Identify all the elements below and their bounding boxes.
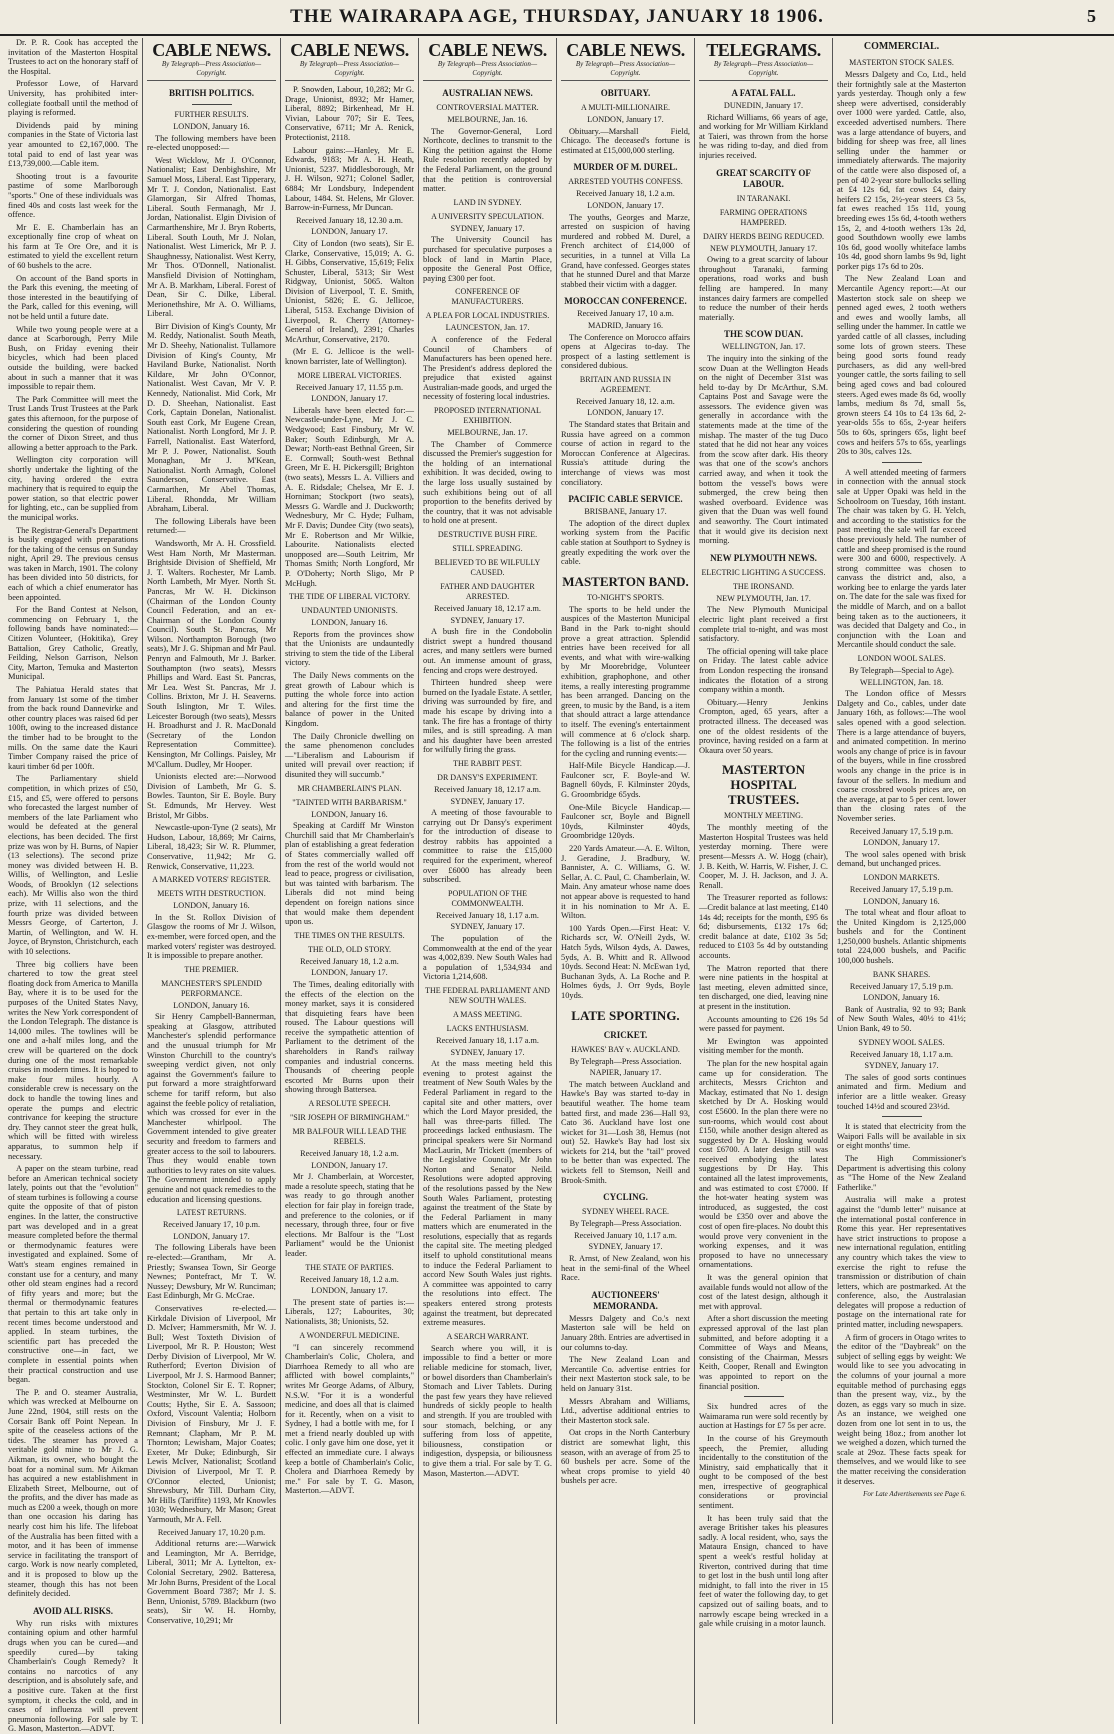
column-heading: COMMERCIAL. [863, 41, 940, 52]
byline: By Telegraph—Press Association—Copyright. [423, 60, 552, 81]
article-paragraph: The sports to be held under the auspices of the Masterton Municipal Band in the Park to-night should prove a great attraction. Splendid entries have been received for all events, and what with wire-walking by Mr Moorebridge, Volunteer exhibition, graphophone, and other items, a really interesting programme has been arranged. Dancing on the green, to music by the Band, is a item that should attract a large attendance to itself. The evening's entertainment will commence at 6 o'clock sharp. The following is a list of the entries for the cycling and running events:— [561, 604, 690, 758]
dateline: SYDNEY, January 17. [450, 796, 525, 806]
sub-heading: DESTRUCTIVE BUSH FIRE. [437, 530, 538, 539]
article-paragraph: It was the general opinion that available funds would not allow of the cost of the latest design, although it met with approval. [699, 1273, 828, 1311]
article-paragraph: A firm of grocers in Otago writes to the editor of the "Daybreak" on the subject of selling eggs by weight: We would like to see you advocating in the columns of your journal a more equitable method of purchasing eggs than the present way, viz., by the dozen, as eggs vary so much in size. As an instance, we weighed one dozen from one lot sent in to us, the weight being 18oz.; from another lot we weighed a dozen, which turned the scale at 29oz. These facts speak for themselves, and we would like to see the matter receiving the consideration it deserves. [837, 1332, 966, 1486]
article-paragraph: It has been truly said that the average Britisher takes his pleasures sadly. A local resident, who, says the Mataura Ensign, chanced to have spent a week's restful holiday at Riverton, contrived during that time to get lost in the bush until long after midnight, to fall into the river in 15 feet of water the following day, to get capsized out of sailing boats, and to narrowly escape being wrecked in a gale while cruising in a motor launch. [699, 1513, 828, 1629]
article-paragraph: Labour gains:—Hanley, Mr E. Edwards, 9183; Mr A. H. Heath, Unionist, 5237. Middlesborough, Mr J. H. Wilson, 9271; Colonel Sadler, 6884; Mr Londsbury, Independent Labour, 1484. St. Helens, Mr Glover. Barrow-in-Furness, Mr Duncan. [285, 145, 414, 213]
column-2-cable-news [142, 38, 280, 1724]
section-heading: MURDER OF M. DUREL. [573, 162, 678, 173]
article-paragraph: R. Arnst, of New Zealand, won his heat in the semi-final of the Wheel Race. [561, 1254, 690, 1283]
section-heading: AUSTRALIAN NEWS. [442, 88, 533, 98]
article-paragraph: Sir Henry Campbell-Bannerman, speaking at Glasgow, attributed Manchester's splendid performance and the unusual triumph for Mr Winston Churchill to the country's sweeping verdict given, not only against the Government's failure to put forward a more straightforward scheme for tariff reform, but also against the feeble policy of retaliation, which was crossed for ever in the Manchester whirlpool. The Government intended to give greater security and freedom to farmers and greater access to the soil to labourers. Thus they would enable town authorities to levy rates on site values. The Government intended to apply genuine and not quack remedies to the education and licensing questions. [147, 1012, 276, 1204]
column-heading: TELEGRAMS. [706, 40, 821, 60]
sub-heading: BANK SHARES. [872, 969, 931, 979]
ad-heading: A SEARCH WARRANT. [446, 1331, 529, 1341]
article-paragraph: In the St. Rollox Division of Glasgow the rooms of Mr J. Wilson, ex-member, were forced open, and the marked voters' register was destroyed. It is impossible to prepare another. [147, 912, 276, 961]
sub-heading: SYDNEY WOOL SALES. [858, 1037, 945, 1047]
article-paragraph: The inquiry into the sinking of the scow Duan at the Wellington Heads on the night of December 31st was held to-day by Dr McArthur, S.M. Captains Post and Savage were the assessors. The evidence given was generally in accordance with the statements made at the time of the mishap. The master of the tug Duco stated that he did not hear any voices from the scow after dark. His theory was that one of the scow's anchors carried away, and when it took the bottom the vessel's bows were submerged, the crew being then washed overboard. Evidence was given that the Duan was well found and seaworthy. The Court intimated that it would give its decision next morning. [699, 353, 828, 546]
rule [744, 1396, 784, 1397]
article-paragraph: Six hundred acres of the Waimarama run were sold recently by auction at Hastings for £7 5s per acre. [699, 1402, 828, 1431]
sub-heading: MORE LIBERAL VICTORIES. [297, 370, 402, 380]
sub-heading: THE STATE OF PARTIES. [305, 1262, 394, 1272]
dateline: By Telegraph—Press Association. [569, 1056, 682, 1066]
dateline: LONDON, January 17. [863, 838, 940, 848]
local-paragraph: Three big colliers have been chartered to tow the great steel floating dock from America to Manilla Bay, where it is to be used for the purposes of the United States Navy, writes the New York correspondent of the London Telegraph. The distance is 14,000 miles. The towlines will be one and a-half miles long, and the crew will be quartered on the dock during one of the most remarkable cruises in modern times. It is hoped to make four miles hourly. A considerable crew is necessary on the dock to handle the towing lines and operate the pumps and electric contrivance for keeping the structure dry. They cannot steer the great hulk, which will be fitted with wireless apparatus, to summon help if necessary. [8, 959, 139, 1161]
section-heading: NEW PLYMOUTH NEWS. [710, 552, 817, 563]
sub-heading: CONFERENCE OF MANUFACTURERS. [451, 287, 524, 307]
article-paragraph: The Conference on Morocco affairs opens at Algeciras to-day. The prospect of a lasting settlement is considered dubious. [561, 332, 690, 371]
sub-heading: THE OLD, OLD STORY. [307, 944, 392, 954]
article-paragraph: The Treasurer reported as follows:—Credit balance at last meeting, £140 14s 4d; receipts for the month, £95 6s 6d; disbursements, £132 17s 6d; credit balance at date, £102 3s 5d; reduced to £103 5s 4d by outstanding accounts. [699, 893, 828, 960]
column-4-cable-news [418, 38, 556, 1724]
local-paragraph: The Parliamentary shield competition, in which prizes of £50, £15, and £5, were offered to persons who forecasted the largest number of members of the late Parliament who would be defeated at the general elections, has been decided. The first prize was won by H. Burns, of Napier (13 selections). The second prize money was divided between H. B. Willis, of Wellington, and Leslie Woods, of Brooklyn (12 selections each). Mr Willis also won the third prize, with 11 selections, and the fourth prize was divided between Messrs George, of Carterton, J. Martin, of Wellington, and W. H. Joyce, of Brynston, Christchurch, each with 10 selections. [8, 774, 139, 957]
local-paragraph: Dividends paid by mining companies in the State of Victoria last year amounted to £2,167,000. The total paid to end of last year was £13,739,000.—Cable item. [8, 120, 138, 169]
dateline: LONDON, January 16. [863, 896, 940, 906]
article-paragraph: City of London (two seats), Sir E. Clarke, Conservative, 15,019; A. G. H. Gibbs, Conservative, 15,619; Felix Schuster, Liberal, 5313; Sir West Ridgway, Unionist, 5065. Walton Division of Liverpool, T. E. Smith, Unionist, 5826; E. G. Jellicoe, Liberal, 5153. Exchange Division of Liverpool, R. Cherry (Attorney-General of Ireland), 2391; Charles McArthur, Conservative, 2170. [285, 238, 414, 344]
sub-heading: LAND IN SYDNEY. [453, 197, 522, 207]
sub-heading: LATEST RETURNS. [176, 1208, 247, 1218]
section-heading: A FATAL FALL. [731, 88, 796, 98]
column-5-cable-news [556, 38, 694, 1724]
sub-heading: "SIR JOSEPH OF BIRMINGHAM." [290, 1113, 409, 1123]
dateline: LONDON, January 16. [173, 901, 250, 911]
sub-heading: A PLEA FOR LOCAL INDUSTRIES. [425, 311, 550, 321]
column-6-telegrams [694, 38, 832, 1724]
dateline: Received January 17, 10.20 p.m. [157, 1527, 266, 1537]
article-paragraph: Newcastle-upon-Tyne (2 seats), Mr Hudson, Labour, 18,869; Mr Cairns, Liberal, 18,423; Sir W. R. Plummer, Conservative, 11,942; Mr G. Renwick, Conservative, 11,223. [147, 823, 276, 871]
sub-heading: THE PREMIER. [184, 964, 239, 974]
article-paragraph: Oat crops in the North Canterbury district are somewhat light, this season, with an average of from 25 to 60 bushels per acre. Some of the wheat crops promise to yield 40 bushels per acre. [561, 1428, 690, 1486]
sub-heading: THE IRONSAND. [733, 581, 794, 591]
dateline: By Telegraph—Press Association. [569, 1219, 682, 1229]
dateline: MELBOURNE, Jan. 17. [447, 428, 528, 438]
sub-heading: A RESOLUTE SPEECH. [308, 1099, 391, 1109]
dateline: DUNEDIN, January 17. [723, 101, 804, 110]
article-paragraph: Obituary.—Henry Jenkins Crompton, aged, 65 years, after a protracted illness. The deceased was one of the oldest residents of the province, having resided on a farm at Okaura over 50 years. [699, 697, 828, 755]
dateline: Received January 18, 1.2 a.m. [300, 1149, 399, 1159]
dateline: Received January 10, 1.17 a.m. [574, 1230, 677, 1240]
dateline: Received January 17, 5.19 p.m. [849, 981, 954, 991]
section-heading: MOROCCAN CONFERENCE. [564, 296, 687, 307]
dateline: Received January 17, 11.55 p.m. [295, 382, 404, 392]
article-paragraph: The following Liberals have been re-elected:—Grantham, Mr A. Priestly; Swansea Town, Sir George Newnes; Pontefract, Mr T. W. Nussey; Dewsbury, Mr W. Runciman; East Edinburgh, Mr G. McCrae. [147, 1243, 276, 1301]
ad-text: Why run risks with mixtures containing opium and other harmful drugs when you can be cured—and speedily cured—by taking Chamberlain's Cough Remedy? It contains no narcotics of any description, and is absolutely safe, and a positive cure. Taken at the first symptom, it checks the cold, and in cases of influenza will prevent pneumonia following. For sale by T. G. Mason, Masterton.—ADVT. [8, 1618, 138, 1734]
article-paragraph: The population of the Commonwealth at the end of the year was 4,002,839. New South Wales had a population of 1,534,934 and Victoria 1,214,608. [423, 934, 552, 982]
local-paragraphs [8, 38, 138, 1599]
dateline: LONDON, January 16. [173, 1000, 250, 1010]
sub-heading: THE RABBIT PEST. [453, 758, 522, 768]
byline: By Telegraph—Press Association—Copyright. [147, 60, 276, 81]
section-heading: CRICKET. [603, 1029, 648, 1040]
article-paragraph: In the course of his Greymouth speech, the Premier, alluding incidentally to the constitution of the Ministry, said emphatically that it ought to be composed of the best men, irrespective of geographical considerations or provincial sentiment. [699, 1433, 828, 1511]
sub-heading: A UNIVERSITY SPECULATION. [431, 211, 544, 221]
dateline: Received January 18, 1.17 a.m. [436, 1036, 539, 1045]
article-paragraph: A conference of the Federal Council of Chambers of Manufacturers has been opened here. The President's address deplored the prejudice that existed against Australian-made goods, and urged the necessity of fostering local industries. [423, 334, 552, 402]
sub-heading: STILL SPREADING. [452, 544, 523, 553]
article-paragraph: A meeting of those favourable to carrying out Dr Dansy's experiment for the introduction of disease to destroy rabbits has appointed a committee to raise the £15,000 required for the experiment, whereof over £6000 has already been subscribed. [423, 808, 552, 885]
article-paragraph: Wandsworth, Mr A. H. Crossfield. West Ham North, Mr Masterman. Brightside Division of Sheffield, Mr J. T. Walters. Rochester, Mr Lamb. North Lambeth, Mr Myer. North St. Pancras, Mr W. H. Dickinson (Chairman of the London County Council Federation, and an ex-Chairman of the London County Council). South St. Pancras, Mr Wilson. Northampton Borough (two seats), Mr J. G. Shipman and Mr Paul. Penryn and Falmouth, Mr J. Barker. Southampton (two seats), Messrs Phillips and Ward. East St. Pancras, Mr Lea. West St. Pancras, Mr J. Collins. Brixton, Mr J. H. Seaverns. South Islington, Mr T. Wiles. Leicester Borough (two seats), Messrs H. Broadhurst and J. R. MacDonald (Secretary of the London Representation Committee). Kensington, Mr Collings. Paisley, Mr M'Callum. Dudley, Mr Hooper. [147, 538, 276, 769]
sub-heading: ARRESTED YOUTHS CONFESS. [568, 177, 683, 187]
article-paragraph: Accounts amounting to £26 19s 5d were passed for payment. [699, 1014, 828, 1034]
sub-heading: SYDNEY WHEEL RACE. [581, 1207, 670, 1217]
article-paragraph: The following Liberals have been returned:— [147, 516, 276, 536]
section-heading: MASTERTON BAND. [562, 573, 689, 589]
sub-heading: BELIEVED TO BE WILFULLY CAUSED. [434, 558, 541, 577]
article-paragraph: At the mass meeting held this evening to protest against the treatment of New South Wales by the Federal Parliament in regard to the capital site and other matters, over which the Lord Mayor presided, the hall was three-parts filled. The proceedings lacked enthusiasm. The principal speakers were Sir Normand MacLaurin, Mr Trickett (members of the Legislative Council), Mr John Norton and Senator Neild. Resolutions were adopted approving of the resolutions passed by the New South Wales Parliament, protesting against the treatment of the State by the Federal Parliament in many matters which are enumerated in the resolutions, especially that as regards the capital site. The meeting pledged itself to uphold constitutional means to induce the Federal Parliament to accord New South Wales just rights. A committee was appointed to carry the resolutions into effect. The speakers entered strong protests against the treatment, but deprecated extreme measures. [423, 1059, 552, 1328]
dateline: NEW PLYMOUTH, January 17. [709, 243, 818, 253]
article-paragraph: Richard Williams, 66 years of age, and working for Mr William Kirkland at Taieri, was thrown from the horse he was riding to-day, and died from injuries received. [699, 112, 828, 160]
rule [192, 104, 232, 105]
article-paragraph: Owing to a great scarcity of labour throughout Taranaki, farming operations, road works and bush felling are hampered. In many instances dairy farmers are compelled to reduce the number of their herds materially. [699, 255, 828, 322]
article-paragraph: The Matron reported that there were nine patients in the hospital at last meeting, eleven admitted since, ten discharged, one died, leaving nine at present in the institution. [699, 963, 828, 1011]
article-paragraph: The following members have been re-elected unopposed:— [147, 133, 276, 153]
sub-heading: FARMING OPERATIONS HAMPERED. [719, 207, 808, 227]
rule [882, 1116, 922, 1117]
dateline: LONDON, January 17. [311, 394, 388, 404]
sub-heading: MANCHESTER'S SPLENDID PERFORMANCE. [161, 978, 262, 998]
section-heading: OBITUARY. [600, 88, 651, 98]
byline: By Telegraph—Press Association—Copyright. [561, 60, 690, 81]
dateline: Received January 18, 12.30 a.m. [296, 215, 403, 225]
section-heading: BRITISH POLITICS. [168, 88, 255, 98]
dateline: SYDNEY, January 17. [450, 615, 525, 625]
dateline: WELLINGTON, Jan. 17. [721, 342, 806, 352]
article-paragraph: It is stated that electricity from the Waipori Falls will be available in six or eight months' time. [837, 1122, 966, 1151]
sub-heading: POPULATION OF THE COMMONWEALTH. [448, 888, 527, 908]
section-heading: CYCLING. [603, 1192, 648, 1203]
sub-heading: DR DANSY'S EXPERIMENT. [437, 772, 538, 782]
dateline: NAPIER, January 17. [589, 1068, 662, 1078]
sub-heading: LONDON MARKETS. [863, 872, 940, 882]
dateline: LONDON, January 16. [173, 122, 250, 131]
sub-heading: LACKS ENTHUSIASM. [446, 1024, 529, 1033]
article-paragraph: The adoption of the direct duplex working system from the Pacific cable station at Southport to Sydney is greatly expediting the work over the cable. [561, 518, 690, 567]
local-paragraph: For the Band Contest at Nelson, commencing on February 1, the following bands have nominated:—Citizen Volunteer, (Hokitika), Grey Battalion, Grey Catholic, Greatly, Feilding, Nelson Garrison, Nelson City, Marton, Temuka and Masterton Municipal. [8, 605, 138, 682]
sub-heading: MEETS WITH DESTRUCTION. [157, 889, 266, 899]
sub-heading: "TAINTED WITH BARBARISM." [292, 797, 407, 807]
article-paragraph: 220 Yards Amateur.—A. E. Wilton, J. Geradine, J. Bradbury, W. Bannister, A. C. Williams, G. W. Sellar, A. C. Paul, C. Chamberlain, W. Main. Any amateur whose name does not appear above is requested to hand it in his nomination to Mr A. E. Wilton. [561, 844, 690, 921]
dateline: Received January 17, 10 p.m. [162, 1220, 261, 1230]
article-paragraph: Messrs Dalgety and Co, Ltd., held their fortnightly sale at the Masterton yards yesterday. Though only a few sheep were advertised, considerably over 1000 were yarded. Cattle, also, exceeded advertised numbers. There was a large attendance of buyers, and bidding for sheep was free, all lines selling under the hammer or immediately afterwards. The majority of the cattle were also disposed of, a pen of 40 2-year store bullocks selling at £4 12s 6d, fat cows £4, dairy heifers £2 15s, 2½-year steers £3 5s, fat ewes reached 15s 11d, young breeding ewes 15s 6d, 4-tooth wethers 15s, 2, and 4-tooth wethers 13s 2d, good Southdown woolly ewe lambs 10s 6d, good woolly whiteface lambs 10s 4d, good shorn lambs 9s 9d, light porker pigs 17s 6d to 20s. [837, 70, 966, 271]
article-paragraph: The plan for the new hospital again came up for consideration. The architects, Messrs Crichton and Mackay, estimated that No 1. design sketched by Dr A. Hosking would cost £5600. In the plan there were no sun-rooms, which would cost about £150, while another design altered as suggested by Dr A. Hosking would cost £6700. A later design still was received embodying the latest suggestions by Dr Hay. This contained all the latest improvements, and was estimated to cost £7000. If the hot-water heating system was introduced, as suggested, the cost would be £350 over and above the cost of open fire-places. No doubt this would prove very convenient in the working expenses, and it was proposed to have no unnecessary ornamentations. [699, 1058, 828, 1270]
dateline: Received January 18, 1.2 a.m. [576, 189, 675, 199]
article-paragraph: 100 Yards Open.—First Heat: V. Richards scr, W. O'Neill 2yds, W. Hatch 5yds, Wilson 4yds, A. Dawes, 5yds, A. B. Whitt and R. Allwood 10yds. Second Heat: N. McEwan 1yd, Buchanan 3yds, A. La Roche and P. Holmes 6yds, J. Orr 9yds, Boyle 10yds. [561, 923, 690, 1000]
ad-text: "I can sincerely recommend Chamberlain's Colic, Cholera, and Diarrhoea Remedy to all who are afflicted with bowel complaints," writes Mr George Adams, of Albury, N.S.W. "For it is a wonderful medicine, and does all that is claimed for it. Recently, when on a visit to Sydney, I had a bottle with me, for I met a friend nearly doubled up with colic. I only gave him one dose, yet it effected an immediate cure. I always keep a bottle of Chamberlain's Colic, Cholera and Diarrhoea Remedy by me." For sale by T. G. Mason, Masterton.—ADVT. [285, 1342, 414, 1496]
dateline: LONDON, January 17. [311, 1286, 388, 1296]
rule [882, 462, 922, 463]
article-paragraph: The wool sales opened with brisk demand, but unchanged prices. [837, 849, 966, 869]
article-paragraph: A well attended meeting of farmers in connection with the annual stock sale at Upper Opaki was held in the Schoolroom on Tuesday, 16th instant. The chair was taken by G. H. Yelch, and according to the statistics for the past meeting the sale will far exceed those previously held. The number of cattle and sheep promised is the round were 300 and 6000, respectively. A strong committee was chosen to canvass the district and, also, a working bee to enlarge the yards later on. The date for the sale was fixed for the middle of March, and on a ballot being taken as to the auctioneers, it was decided that Dalgety and Co., in conjunction with the Loan and Mercantile should conduct the sale. [837, 467, 966, 650]
sub-heading: A MARKED VOTERS' REGISTER. [152, 875, 271, 885]
article-paragraph: The Times, dealing editorially with the effects of the election on the money market, says it is considered that disquieting fears have been roused. The Labour questions will receive the sympathetic attention of Parliament to the detriment of the shareholders in Rand's railway companies and industrial concerns. Thousands of cheering people escorted Mr Burns upon their showing through Battersea. [285, 979, 414, 1095]
section-heading: AUCTIONEERS' MEMORANDA. [591, 1289, 660, 1311]
local-paragraph: Professor Lowe, of Harvard University, has prohibited inter-collegiate football until the method of playing is reformed. [8, 79, 138, 118]
local-paragraph: The Park Committee will meet the Trust Lands Trust Trustees at the Park gates this afternoon, for the purpose of considering the question of rounding the corner of Dixon Street, and thus allowing a better approach to the Park. [8, 394, 138, 452]
section-heading: THE SCOW DUAN. [723, 329, 804, 340]
article-paragraph: Mr J. Chamberlain, at Worcester, made a resolute speech, stating that he was ready to go through another election for fair play in foreign trade, and preference to the colonies, or if necessary, through three, four or five elections. Mr Balfour is the "Lost Parliament" would be the Unionist leader. [285, 1172, 414, 1258]
dateline: LONDON, January 16. [311, 809, 388, 819]
article-paragraph: Speaking at Cardiff Mr Winston Churchill said that Mr Chamberlain's plan of establishing a great federation of States commercially walled off from the rest of the world would not lead to peace, progress or civilisation, but was tainted with barbarism. The Liberals did not mind being dependent on foreign nations since that would make them dependent upon us. [285, 821, 414, 927]
article-paragraph: Messrs Dalgety and Co.'s next Masterton sale will be held on January 28th. Entries are advertised in our columns to-day. [561, 1313, 690, 1352]
article-paragraph: The official opening will take place on Friday. The latest cable advice from London respecting the ironsand indicates the flotation of a strong company within a month. [699, 646, 828, 695]
dateline: LONDON, January 17. [311, 968, 388, 978]
sub-heading: MASTERTON STOCK SALES. [849, 58, 954, 67]
sub-heading: THE TIMES ON THE RESULTS. [294, 930, 405, 940]
sub-heading: CONTROVERSIAL MATTER. [436, 103, 539, 112]
article-paragraph: The sales of good sorts continues animated and firm. Medium and inferior are a little weaker. Greasy touched 14½d and scoured 23½d. [837, 1072, 966, 1111]
local-paragraph: The Pahiatua Herald states that from January 1st some of the timber from the back round Dannevirke and other country places was raised 6d per 100ft, owing to the increased distance the timber had to be brought to the mills. On the same date the Kauri Timber Company raised the price of kauri timber 6d per 100ft. [8, 685, 138, 771]
column-7-commercial [832, 38, 970, 1724]
local-paragraph: On account of the Band sports in the Park this evening, the meeting of those interested in the beautifying of the Park, called for this evening, will not be held until a future date. [8, 273, 138, 322]
dateline: SYDNEY, January 17. [450, 223, 525, 233]
article-paragraph: Additional returns are:—Warwick and Leamington, Mr A. Berridge, Liberal, 3011; Mr A. Lyttelton, ex-Colonial Secretary, 2902. Batteresa, Mr John Burns, President of the Local Government Board 7387; Mr J. S. Benn, Unionist, 5789. Blackburn (two seats), Sir W. H. Hornby, Conservative, 10,291; Mr [147, 1539, 276, 1625]
article-paragraph: Obituary.—Marshall Field, Chicago. The deceased's fortune is estimated at £15,000,000 sterling. [561, 126, 690, 155]
dateline: SYDNEY, January 17. [588, 1242, 663, 1252]
article-paragraph: After a short discussion the meeting expressed approval of the last plan submitted, and before adopting it a Committee of Ways and Means, consisting of the Chairman, Messrs Keith, Cooper, Renall and Ewington was appointed to report on the financial position. [699, 1314, 828, 1391]
dateline: Received January 18, 12.17 a.m. [434, 604, 541, 613]
newspaper-columns [4, 38, 1110, 1734]
sub-heading: A MASS MEETING. [452, 1010, 523, 1019]
article-paragraph: The total wheat and flour afloat to the United Kingdom is 2,125,000 bushels and for the Continent 1,250,000 bushels. Atlantic shipments total 224,000 bushels, and Pacific 100,000 bushels. [837, 908, 966, 966]
dateline: Received January 17, 5.19 p.m. [849, 826, 954, 836]
article-paragraph: The New Zealand Loan and Mercantile Co. advertise entries for their next Masterton stock sale, to be held on January 31st. [561, 1355, 690, 1393]
dateline: LONDON, January 16. [863, 993, 940, 1003]
article-paragraph: (Mr E. G. Jellicoe is the well-known barrister, late of Wellington). [285, 347, 414, 367]
article-paragraph: Bank of Australia, 92 to 93; Bank of New South Wales, 40½ to 41½; Union Bank, 49 to 50. [837, 1004, 966, 1034]
local-paragraph: Mr E. E. Chamberlain has an exceptionally fine crop of wheat on his farm at Te Ore Ore, and it is estimated to yield the excellent return of 60 bushels to the acre. [8, 222, 138, 271]
article-paragraph: Mr Ewington was appointed visiting member for the month. [699, 1036, 828, 1056]
section-heading: GREAT SCARCITY OF LABOUR. [716, 167, 811, 189]
article-paragraph: The Chamber of Commerce discussed the Premier's suggestion for the holding of an international exhibition. It was decided, owing to the large loss usually sustained by such exhibitions being out of all proportion to the benefits derived by the country, that it was not advisable to hold one at present. [423, 439, 552, 526]
article-paragraph: Reports from the provinces show that the Unionists are undauntedly striving to stem the tide of the Liberal victory. [285, 629, 414, 668]
dateline: Received January 18, 1.2 a.m. [300, 1274, 399, 1284]
ad-heading: A WONDERFUL MEDICINE. [299, 1330, 400, 1340]
sub-heading: THE FEDERAL PARLIAMENT AND NEW SOUTH WALES. [425, 986, 550, 1005]
local-paragraph: Dr. P. R. Cook has accepted the invitation of the Masterton Hospital Trustees to act on the honorary staff of the Hospital. [8, 38, 138, 76]
dateline: By Telegraph—Special to Age). [849, 666, 954, 676]
sub-heading: UNDAUNTED UNIONISTS. [301, 606, 398, 616]
article-paragraph: The New Plymouth Municipal electric light plant received a first complete trial to-night, and was most satisfactory. [699, 605, 828, 644]
article-paragraph: Conservatives re-elected.—Kirkdale Division of Liverpool, Mr D. McIver; Hammersmith, Mr W. J. Bull; West Toxteth Division of Liverpool, Mr R. P. Houston; West Derby Division of Liverpool, Mr W. Rutherford; Everton Division of Liverpool, Mr J. S. Harmood Banner; Stockton, Colonel Sir E. T. Ropner; Westminster, Mr W. L. Burdett Coutts; Hythe, Sir E. A. Sassoon; Oxford, Viscount Valentia; Holborn Division of Finsbury, Mr J. F. Remnant; Clapham, Mr P. M. Thornton; Lewisham, Major Coates; Exeter, Mr Duke; Edinburgh, Sir Lewis McIver, Nationalist; Scotland Division of Liverpool, Mr T. P. O'Connor elected, Unionist; Shrewsbury, Mr Till. Durham City, Mr Hills (Tariffite) 1193, Mr Knowles 1030; Wednesbury, Mr Mason; Great Yarmouth, Mr A. Fell. [147, 1303, 276, 1524]
article-paragraph: The New Zealand Loan and Mercantile Agency report:—At our Masterton stock sale on sheep we penned aged ewes, 2 tooth wethers and ewes and woolly lambs, all selling under the hammer. In cattle we yarded cattle of all classes, including some lots of grown steers. These being good sorts found ready purchasers, as did any well-bred younger cattle, the sorts failing to sell being aged cows and bad coloured steers. Aged ewes made 8s 6d, woolly lambs, medium 8s 7d, small 5s, grown steers £4 10s to £4 13s 6d, 2-year-olds 55s to 65s, 2-year heifers 50s to 60s, springers 65s, light beef cows and heifers 57s to 65s, yearlings 20s to 30s, calves 12s. [837, 274, 966, 457]
article-paragraph: Liberals have been elected for:—Newcastle-under-Lyne, Mr J. C. Wedgwood; East Finsbury, Mr W. Baker; South Edinburgh, Mr A. Dewar; North-east Bethnal Green, Sir E. Cornwall; South-west Bethnal Green, Mr E. H. Pickersgill; Brighton (two seats), Messrs L. A. Villiers and A. E. Ridsdale; Chelsea, Mr E. J. Horniman; Stockport (two seats), Messrs G. Wardle and J. Duckworth; Wednesbury, Mr C. Hyde; Fulham, Mr F. Davis; Dundee City (two seats), Mr E. Robertson and Mr Wilkie, Labourite. Nationalists elected unopposed are—South Leitrim, Mr Thomas Smith; North Longford, Mr P. O'Doherty; North Sligo, Mr P McHugh. [285, 405, 414, 588]
sub-heading: IN TARANAKI. [736, 193, 791, 203]
ad-heading: AVOID ALL RISKS. [33, 1605, 113, 1616]
local-paragraph: Wellington city corporation will shortly undertake the lighting of the city, having ordered the extra machinery that is required to equip the power station, so that electric power for lighting, etc., can be supplied from the municipal works. [8, 455, 138, 522]
dateline: LONDON, January 17. [587, 200, 664, 210]
article-paragraph: Unionists elected are:—Norwood Division of Lambeth, Mr G. S. Bowles. Taunton, Sir E. Boyle. Bury St. Edmunds, Mr Hervey. West Bristol, Mr Gibbs. [147, 772, 276, 820]
dateline: BRISBANE, January 17. [584, 507, 667, 517]
dateline: Received January 18, 1.2 a.m. [300, 956, 399, 966]
article-paragraph: One-Mile Bicycle Handicap.—Faulconer scr, Boyle and Bignell 10yds, Kilminster 40yds, Groombridge 120yds. [561, 802, 690, 841]
dateline: LAUNCESTON, Jan. 17. [445, 323, 530, 333]
column-heading: CABLE NEWS. [566, 40, 685, 60]
local-paragraph: The Registrar-General's Department is busily engaged with preparations for the taking of the census on Sunday night, April 29. The previous census was taken in March, 1901. The colony has been divided into 50 districts, for each of which a chief enumerator has been appointed. [8, 525, 138, 602]
dateline: Received January 18, 1.17 a.m. [850, 1049, 953, 1059]
page-number: 5 [1087, 6, 1096, 26]
dateline: SYDNEY, January 17. [450, 1047, 525, 1057]
dateline: Received January 17, 5.19 p.m. [849, 884, 954, 894]
column-heading: CABLE NEWS. [428, 40, 547, 60]
sub-heading: HAWKES' BAY v. AUCKLAND. [571, 1044, 680, 1054]
dateline: SYDNEY, January 17. [450, 922, 525, 932]
dateline: Received January 18, 12.17 a.m. [434, 784, 541, 794]
article-paragraph: Messrs Abraham and Williams, Ltd., advertise additional entries to their Masterton stock sale. [561, 1396, 690, 1425]
newspaper-title: THE WAIRARAPA AGE, THURSDAY, JANUARY 18 1906. [290, 6, 824, 27]
ad-text: Search where you will, it is impossible to find a better or more reliable medicine for stomach, liver, or bowel disorders than Chamberlain's Stomach and Liver Tablets. During the past few years they have relieved hundreds of sickly people to health and strength. If you are troubled with sour stomach, belching, or any suffering from loss of appetite, biliousness, constipation or indigestion, dyspepsia, or biliousness to give them a trial. For sale by T. G. Mason, Masterton.—ADVT. [423, 1343, 552, 1478]
article-paragraph: The match between Auckland and Hawke's Bay was started to-day in beautiful weather. The home team batted first, and made 236—Hall 93, Cato 36. Auckland have lost one wicket for 31—Losh 38, Hemus (not out) 52. Hawke's Bay had lost six wickets for 214, but the "tail" proved to be better than was expected. The wickets fell to Stemson, Neill and Brook-Smith. [561, 1079, 690, 1185]
sub-heading: MR CHAMBERLAIN'S PLAN. [297, 783, 402, 793]
article-paragraph: West Wicklow, Mr J. O'Connor, Nationalist; East Denbighshire, Mr Samuel Moss, Liberal. East Tipperary, Mr T. J. Condon, Nationalist. East Glamorgan, Sir Alfred Thomas, Liberal. South Fermanagh, Mr J. Jordan, Nationalist. Elgin Division of Carmarthenshire, Mr J. Bryn Roberts, Liberal. South Louth, Mr J. Nolan, Nationalist. West Limerick, Mr P. J. Shaughnessy, Nationalist. West Kerry, Mr Thos. O'Donnell, Nationalist. Mansfield Division of Nottingham, Mr A. B. Markham, Liberal. Forest of Dean, Sir C. Dilke, Liberal. Merionethshire, Mr A. O. Williams, Liberal. [147, 155, 276, 319]
section-heading: PACIFIC CABLE SERVICE. [568, 494, 683, 505]
byline: By Telegraph—Press Association—Copyright. [699, 60, 828, 81]
local-paragraph: While two young people were at a dance at Scarborough, Perry Mile Bush, on Friday evening their bicycles, which had been placed outside the building, were backed about in such a manner that it was impossible to repair them. [8, 324, 138, 392]
dateline: Received January 18, 12. a.m. [576, 396, 675, 406]
sub-heading: FATHER AND DAUGHTER ARRESTED. [440, 582, 535, 601]
article-paragraph: Birr Division of King's County, Mr M. Reddy, Nationalist. South Meath, Mr D. Sheehy, Nationalist. Tullamore Division of King's County, Mr Haviland Burke, Nationalist. North Kildare, Mr John O'Connor, Nationalist. West Cavan, Mr V. P. Kennedy, Nationalist. Mid Cork, Mr D. D. Sheehan, Nationalist. East Cork, Captain Donelan, Nationalist. South east Cork, Mr Eugene Crean, Nationalist. North Longford, Mr J. P. Farrell, Nationalist. East Waterford, Mr P. J. Power, Nationalist. South Monaghan, Mr J. M'Kean, Nationalist. North Armagh, Colonel Saunderson, Conservative. East Carmarthen, Mr Abel Thomas, Liberal. Rhondda, Mr William Abraham, Liberal. [147, 321, 276, 514]
column-1-local-news [4, 38, 142, 1734]
late-ads-note: For Late Advertisements see Page 6. [863, 1490, 966, 1499]
dateline: LONDON, January 17. [311, 1160, 388, 1170]
column-heading: CABLE NEWS. [152, 40, 271, 60]
sub-heading: A MULTI-MILLIONAIRE. [580, 103, 671, 112]
sub-heading: ELECTRIC LIGHTING A SUCCESS. [701, 567, 826, 577]
sub-heading: PROPOSED INTERNATIONAL EXHIBITION. [434, 406, 541, 426]
dateline: MADRID, January 16. [587, 320, 664, 330]
sub-heading: FURTHER RESULTS. [174, 110, 249, 119]
section-heading: MASTERTON HOSPITAL TRUSTEES. [721, 762, 806, 808]
article-paragraph: The University Council has purchased for speculative purposes a block of land in Martin Place, opposite the General Post Office, paying £300 per foot. [423, 235, 552, 283]
article-paragraph: The youths, Georges and Marze, arrested on suspicion of having murdered and robbed M. Durel, a French architect of £14,000 of securities, in a tunnel at Villa La Grand, have confessed. Georges states that he stunned Durel and that Marze stabbed their victim with a dagger. [561, 212, 690, 289]
dateline: Received January 17, 10 a.m. [577, 309, 674, 319]
sub-heading: DAIRY HERDS BEING REDUCED. [702, 231, 825, 241]
article-paragraph: Australia will make a protest against the "dumb letter" nuisance at the international postal conference in Rome this year. Her representatives have strict instructions to propose a new international regulation, entitling any country which takes the view to exercise the right to refuse the transmission or distribution of chain letters, which are postmarked. At the conference, also, the Australasian delegates will propose a reduction of postage on the international rate for printed matter, including newspapers. [837, 1195, 966, 1330]
article-paragraph: The present state of parties is:—Liberals, 127; Labourites, 30; Nationalists, 38; Unionists, 52. [285, 1297, 414, 1326]
sub-heading: THE TIDE OF LIBERAL VICTORY. [288, 592, 411, 602]
article-paragraph: Half-Mile Bicycle Handicap.—J. Faulconer scr, F. Boyle-and W. Bagnell 60yds, F. Kilminster 20yds, G. Groombridge 65yds. [561, 761, 690, 800]
article-paragraph: P. Snowden, Labour, 10,282; Mr G. Drage, Unionist, 8932; Mr Hamer, Liberal, 8892; Birkenhead, Mr H. Vivian, Labour 707; Sir E. Tees, Conservative, 6711; Mr A. Renick, Protectionist, 2118. [285, 85, 414, 142]
masthead [0, 0, 1114, 36]
sub-heading: LONDON WOOL SALES. [857, 654, 946, 664]
sub-heading: BRITAIN AND RUSSIA IN AGREEMENT. [579, 374, 672, 394]
column-3-cable-news [280, 38, 418, 1724]
dateline: LONDON, January 16. [311, 618, 388, 628]
local-paragraph: A paper on the steam turbine, read before an American technical society lately, points out that the "evolution" of steam turbines is following a course quite the opposite of that of piston engines. In the latter, the constructive part was developed and in a great measure completed before the thermal or thermodynamic features were investigated and explained. Some of Watt's steam engines remained in constant use for a century, and many other old steam engines had a record of fifty years and more; but the thermal or thermodynamic features that pertain to this art take only in recent times become understood and applied. In steam turbines, the scientific part has preceded the constructive one—in fact, we complete in essential points when their practical construction and use began. [8, 1164, 138, 1385]
local-paragraph: The P. and O. steamer Australia, which was wrecked at Melbourne on June 22nd, 1904, still rests on the Corsair Bank off Point Nepean. In spite of the ceaseless actions of the tides. The steamer has proved a veritable gold mine to Mr J. G. Aikman, its owner, who bought the boat for a nominal sum. Mr Aikman has acquired a new establishment in Elizabeth Street, Melbourne, out of the profits, and the diver has made as much as £200 a week, though on more than one occasion his daring has nearly cost him his life. The lifeboat of the Australia has been fitted with a motor, and it has been of immense service in facilitating the transport of cargo. Work is now nearly completed, and it is proposed to blow up the steamer, though this has not been definitely decided. [8, 1387, 138, 1599]
dateline: LONDON, January 17. [311, 227, 388, 237]
article-paragraph: The Governor-General, Lord Northcote, declines to transmit to the King the petition against the Home Rule resolution recently adopted by the Federal Parliament, on the ground that the petition is controversial matter. [423, 126, 552, 194]
article-paragraph: The Daily News comments on the great growth of Labour which is putting the whole force into action and altering for the first time the balance of power in the United Kingdom. [285, 671, 414, 729]
byline: By Telegraph—Press Association—Copyright. [285, 60, 414, 81]
dateline: NEW PLYMOUTH, Jan. 17. [716, 593, 811, 603]
column-heading: CABLE NEWS. [290, 40, 409, 60]
article-paragraph: The High Commissioner's Department is advertising this colony as "The Home of the New Zealand Fatherlike." [837, 1153, 966, 1192]
dateline: SYDNEY, January 17. [864, 1061, 939, 1071]
dateline: MELBOURNE, Jan. 16. [447, 115, 528, 124]
sub-heading: MR BALFOUR WILL LEAD THE REBELS. [292, 1127, 407, 1147]
article-paragraph: The London office of Messrs Dalgety and Co., cables, under date January 16th, as follows:—The wool sales opened with a good selection. There is a large attendance of buyers, and animated competition. In merino wools any change of price is in favour of the buyers, while in fine crossbred wools any change in the price is in favour of the sellers. In medium and coarse crossbred wools prices are, on the average, at par to 5 per cent. lower than the closing rates of the November series. [837, 689, 966, 823]
article-paragraph: The Standard states that Britain and Russia have agreed on a common course of action in regard to the Moroccan Conference at Algeciras. Russia's attitude during the interchange of views was most conciliatory. [561, 420, 690, 487]
dateline: LONDON, January 17. [173, 1231, 250, 1241]
article-paragraph: A bush fire in the Condobolin district swept a hundred thousand acres, and many settlers were burned out. An immense amount of grass, fencing and crops were destroyed. [423, 627, 552, 675]
dateline: LONDON, January 17. [587, 115, 664, 124]
section-heading: LATE SPORTING. [571, 1007, 680, 1023]
local-paragraph: Shooting trout is a favourite pastime of some Marlborough "sports." One of these individuals was fined 40s and costs last week for the offence. [8, 171, 138, 220]
dateline: WELLINGTON, Jan. 18. [859, 677, 944, 687]
article-paragraph: Thirteen hundred sheep were burned on the Iyadale Estate. A settler, driving was surrounded by fire, and made his escape by driving into a tank. The fire has a frontage of thirty miles, and is still spreading. A man and his daughter have been arrested for wilfully firing the grass. [423, 678, 552, 755]
sub-heading: TO-NIGHT'S SPORTS. [587, 592, 664, 602]
article-paragraph: The Daily Chronicle dwelling on the same phenomenon concludes—"Liberalism and Labourism if united will prevail over reaction; if disunited they will succumb." [285, 731, 414, 779]
dateline: Received January 18, 1.17 a.m. [436, 910, 539, 920]
dateline: LONDON, January 17. [587, 408, 664, 418]
article-paragraph: The monthly meeting of the Masterton Hospital Trustees was held yesterday morning. There were present—Messrs A. W. Hogg (chair), J. B. Keith, W. Harris, W. Fisher, J. C. Cooper, M. J. H. Jackson, and J. A. Renall. [699, 823, 828, 890]
sub-heading: MONTHLY MEETING. [724, 811, 803, 821]
